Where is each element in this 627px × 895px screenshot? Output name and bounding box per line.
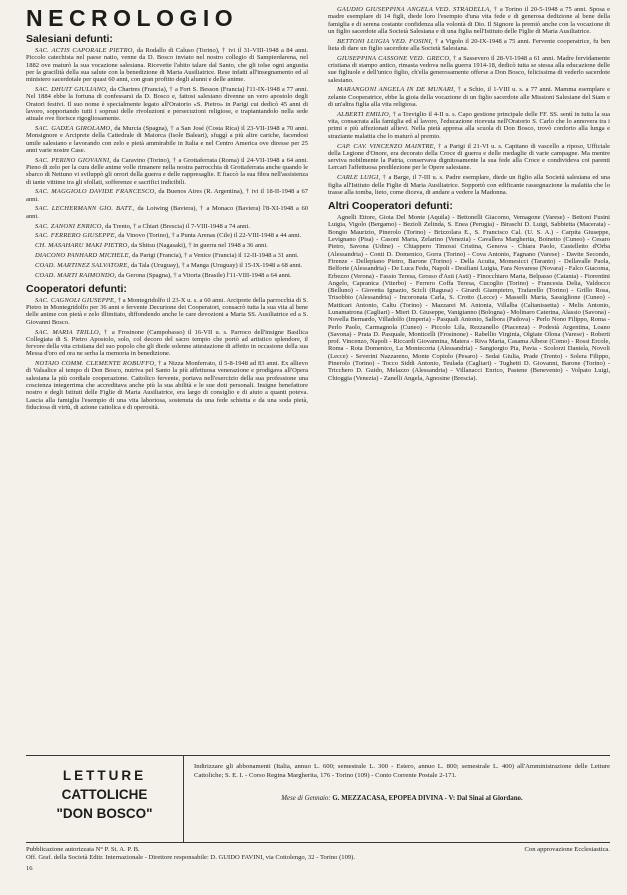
obituary-text: da Shitsu (Nagasaki), † in guerra nel 1948 a 36 anni. — [130, 242, 268, 250]
section-heading-cooperatori: Cooperatori defunti: — [26, 282, 127, 295]
cooperatori-list — [26, 297, 308, 411]
deceased-name: ALBERTI EMILIO, — [337, 110, 391, 118]
obituary-entry — [328, 6, 610, 35]
deceased-name: BETTONI LUIGIA VED. FOSINI, — [337, 37, 433, 45]
deceased-name: SAC. FERRERO GIUSEPPE, — [35, 232, 117, 240]
obituary-entry — [328, 174, 610, 196]
brand-line-2: CATTOLICHE — [61, 787, 148, 802]
deceased-name: SAC. PERINO GIOVANNI, — [35, 156, 112, 164]
month-title: G. MEZZACASA, EPOPEA DIVINA - V: Dal Sinai al Giordano. — [332, 795, 523, 802]
deceased-name: SAC. GADEA GIROLAMO, — [35, 124, 113, 132]
obituary-text: † a Frosinone (Campobasso) il 16-VII u. s. Parroco dell'insigne Basilica Collegiata di S. Pietro Apostolo, solo, col decoro del sacro tempio che portò ad artistico splendore, il fervore della vita cristiana del suo popolo che gli diede solenne attestazione di affetto in occasione della sua Messa d'oro ed ora ne serba la memoria in benedizione. — [26, 328, 308, 358]
columns — [26, 6, 610, 753]
deceased-name: CAP. CAV. VINCENZO MAINTRE, — [337, 142, 436, 150]
page-number: 16 — [26, 864, 33, 872]
brand-line-1: LETTURE — [62, 768, 147, 783]
obituary-text: † a Torino il 20-5-1948 a 75 anni. Sposa e madre esemplare di 14 figli, diede loro l'esempio d'una vita fede e di generosa dedizione al bene della famiglia e di serena costante confidenza alla volontà di Dio. Il Signore la premiò anche con la vocazione di un figlio sacerdote alla Società Salesiana e di una figlia nell'Istituto delle Figlie di Maria Ausiliatrice. — [328, 6, 610, 35]
deceased-name: SAC. MAGGIOLO DAVIDE FRANCESCO, — [35, 188, 157, 196]
obituary-text: † a Vigolo il 20-IX-1948 a 75 anni. Fervente cooperatrice, fu ben lieta di dare un figlio sacerdote alla Società Salesiana. — [328, 37, 610, 52]
obituary-text: da Murcia (Spagna), † a San José (Costa Rica) il 23-VII-1948 a 70 anni. Monsignore e Arciprete della Cattedrale di Maiorca (Isole Baleari), sfuggì a più altre cariche, facendosi umile salesiano e lavorando con zelo e pietà ammirabile in Italia e nel Centro America ove diresse per 25 anni varie nostre Case. — [26, 124, 308, 154]
ecclesiastical-approval: Con approvazione Ecclesiastica. — [524, 846, 610, 853]
obituary-entry — [328, 111, 610, 140]
salesiani-list — [26, 47, 308, 279]
obituary-entry — [26, 205, 308, 220]
obituary-text: † a Nizza Monferrato, il 5-8-1948 ad 83 anni. Ex allievo di Valsalice al tempo di Don Bosco, nutriva pel Santo la più affettuosa venerazione e prodigava all'Opera salesiana la più cordiale cooperazione. Cattolico fervente, portava nell'esercizio della sua professione una coscienza integerrima che accreditava anche più la sua abilità e le sue doti personali. Insigne benefattore nostro e degli Istituti delle Figlie di Maria Ausiliatrice, era largo di consiglio e di aiuto a quanti poteva. Lascia alla famiglia l'esempio di una vita laboriosa, sostenuta da una fede schietta e da una soda pietà, fiduciosa di virtù, di azione cattolica e di operosità. — [26, 360, 308, 411]
obituary-entry — [26, 360, 308, 411]
obituary-entry — [328, 86, 610, 108]
obituary-entry — [26, 188, 308, 203]
obituary-text: da Parigi (Francia), † a Venice (Francia) il 12-II-1948 a 31 anni. — [132, 251, 299, 259]
obituary-text: † a Schio, il 1-VIII u. s. a 77 anni. Mamma esemplare e zelante Cooperatrice, ebbe la gioia della vocazione di un figlio sacerdote alle Missioni Salesiane del Siam e di un'altra figlia alla vita religiosa. — [328, 86, 610, 109]
deceased-name: SAC. ZANONI ENRICO, — [35, 222, 104, 230]
deceased-name: COAD. MARTI RAIMONDO, — [35, 271, 117, 279]
obituary-text: da Gerona (Spagna), † a Vitoria (Brasile) l'11-VIII-1948 a 64 anni. — [118, 271, 292, 279]
obituary-entry — [328, 38, 610, 53]
deceased-name: COAD. MARTINEZ SALVATORE, — [35, 261, 130, 269]
deceased-name: SAC. ACTIS CAPORALE PIETRO, — [35, 47, 135, 54]
obituary-entry — [26, 86, 308, 122]
deceased-name: CARLE LUIGI, — [337, 174, 381, 182]
obituary-entry — [26, 157, 308, 186]
brand-line-3: "DON BOSCO" — [56, 806, 153, 821]
obituary-entry — [26, 329, 308, 358]
footer — [26, 846, 610, 873]
obituary-text: da Buenos Aires (R. Argentina), † ivi il 18-II-1948 a 67 anni. — [26, 188, 308, 203]
obituary-text: † a Parigi il 21-VI u. s. Capitano di vascello a riposo, Ufficiale della Legione d'Onore, era decorato della Croce di guerra e delle medaglie di varie campagne. Ma mentre serviva nobilmente la Patria, conservava dignitosamente la sua fede alla Croce e condivideva coi parenti Lercari l'affettuosa predilezione per le Opere salesiane. — [328, 142, 610, 172]
deceased-name: CH. MASAHARU MAKI PIETRO, — [35, 242, 130, 250]
deceased-name: GIUSEPPINA CASSONE VED. GRECO, — [337, 54, 452, 62]
deceased-name: MARANGONI ANGELA IN DE MUNARI, — [337, 86, 456, 94]
obituary-text: da Chartres (Francia), † a Fort S. Besson (Francia) l'11-IX-1948 a 77 anni. Nel 1884 ebbe la fortuna di confessarsi da D. Bosco e, fattosi salesiano divenne un vero apostolo degli Oratori festivi. Il suo nome è specialmente legato all'Oratorio «S. Pietro» in Parigi cui dedicò 45 anni di lavoro, sopportando tutti i soprusi delle rivoluzioni e persecuzioni religiose, e trapiantandolo nella sede attuale ove fiorisce rigogliosamente. — [26, 85, 308, 123]
obituary-text: da Rodallo di Caluso (Torino), † ivi il 31-VIII-1948 a 84 anni. Piccolo catechista nel paese natio, venne da D. Bosco inviato nel nostro collegio di Sampierdarena, nel 1882 ove maturò la sua vocazione salesiana. Ricevette l'abito talare dal Santo, che gli tolse ogni angustia per la gracilità della sua salute con la benedizione di Maria Ausiliatrice. Rese infatti all'insegnamento ed al ministero sacerdotale per quasi 60 anni, con gran profitto degli alunni e delle anime. — [26, 47, 308, 84]
obituary-entry — [26, 232, 308, 239]
advert-text — [194, 762, 610, 803]
obituary-text: † a Montegridolfo il 23-X u. s. a 60 anni. Arciprete della parrocchia di S. Pietro in Montegridolfo per 36 anni e fervente Decurione dei Cooperatori, consacrò tutta la sua vita al bene delle anime con pietà e zelo illimitato, diffondendo anche le care devozioni a Maria SS. Ausiliatrice ed a S. Giovanni Bosco. — [26, 296, 308, 326]
obituary-entry — [26, 297, 308, 326]
obituary-text: † a Barge, il 7-III u. s. Padre esemplare, diede un figlio alla Società salesiana ed una figlia all'Istituto delle Figlie di Maria Ausiliatrice. Sopportò con edificante rassegnazione la malattia che lo trasse alla tomba, lieto, come diceva, di andare a vedere la Madonna. — [328, 174, 610, 196]
obituary-entry — [26, 262, 308, 269]
obituary-text: † a Treviglio il 4-II u. s. Capo gestione principale delle FF. SS. sentì in tutta la sua vita, consacrata alla famiglia ed al lavoro, l'educazione ricevuta nell'Oratorio S. Carlo che lo annovera tra i primi e più affezionati allievi. Nella pietà appresa alla scuola di Don Bosco, trovò conforto alla lunga e straziante malattia che lo maturò al premio. — [328, 110, 610, 140]
obituary-text: da Trento, † a Chiari (Brescia) il 7-VIII-1948 a 74 anni. — [105, 222, 250, 230]
publication-authorization: Pubblicazione autorizzata N° P. St. A. P. B. — [26, 846, 140, 853]
month-issue — [194, 794, 610, 803]
right-column — [328, 6, 610, 753]
cooperatori-list-continued — [328, 6, 610, 196]
altri-cooperatori-list: Agnelli Ettore, Gioia Del Monte (Aquila) - Bettonelli Giacomo, Vemagone (Varese) - Bettoni Fusini Luigia, Vigolo (Bergamo) - Bezioli Zelinda, S. Enea (Perugia) - Biraschi D. Luigi, Sabbietta (Macerata) - Bongio Maurizio, Pinerolo (Torino) - Brizzolara E., S. Francisco Cal. (U. S. A.) - Carpita Giuseppe, Levignano (Pisa) - Casoni Maria, Zelarino (Venezia) - Cavallera Margherita, Boinetto (Cuneo) - Cesaro Pietro, Savona (Udine) - Chiappero Timossi Cristina, Genova - Chiara Paolo, Castelletto d'Orba (Alessandria) - Conti D. Domenico, Gorra (Torino) - Cova Antonio, Fagnano (Varese) - Davite Secondo, Firenze - Dellepiano Pietro, Barone (Torino) - Della Acuita, Momesicci (Taranto) - Dellavalle Paola, Belforte (Alessandria) - De Luca Fedu, Napoli - Desiliani Luigia, Fara Novarese (Novara) - Falco Giacoma, Erbezzo (Verona) - Fassio Teresa, Grosso d'Asti (Asti) - Finocchiaro Maria, Belpasso (Catania) - Fiorentini Angelo, Capranica (Viterbo) - Ferrero Coffa Teresa, Cucoglio (Torino) - Francesia Delia, Valdocco (Belluno) - Giovetta Ignazio, Scicli (Ragusa) - Girardi Giampietro, Trafarello (Torino) - Grillo Rosa, Trisobbio (Alessandria) - Incoronata Carla, S. Crotto (Lecce) - Masselli Maria, Sassiglione (Cuneo) - Matticari Antonio, Caltu (Torino) - Mazzarei M. Antonia, Villalba (Caltanissetta) - Melis Antonio, Lunamatrona (Cagliari) - Mieri D. Giuseppe, Vanigianno (Bologna) - Molinaro Caterina, Alassio (Savona) - Novella Bernardo, Villadolfo (Imperia) - Pasquali Antonio, Salbora (Padova) - Perlo Nono Filippo, Roma - Perlo Paolo, Carmagnola (Cuneo) - Piccolo Lila, Rezzanello (Piacenza) - Podestà Argentina, Loano (Savona) - Prata D. Pasquale, Monticelli (Frosinone) - Rabellio Virginia, Olgiate Olona (Varese) - Roberti prof. Vincenzo, Napoli - Riccardi Giovannina, Matera - Riva Maria, Casama Albese (Como) - Rossi Ercole, Roma - Rota Domenico, La Montecorta (Alessandria) - Sangiorgio Pia, Pavia - Scolorzi Daniela, Novoli (Lecce) - Severini Nazzareno, Monte Copiolo (Pesaro) - Sedai Giulia, Prade (Trento) - Solera Filippo, Pinerolo (Torino) - Tocco Siddi Antonio, Teulada (Cagliari) - Tughetti D. Giovanni, Barone (Torino) - Tricchero D. Guido, Melazzo (Alessandria) - Villanacci Enrico, Pastene (Benevento) - Volpato Luigi, Chioggia (Venezia) - Zanelli Angela, Agnosine (Brescia). — [328, 214, 610, 382]
subscription-info: Indirizzare gli abbonamenti (Italia, annuo L. 600; semestrale L. 300 - Estero, annuo L. 800; semestrale L. 400) all'Amministrazione delle Letture Cattoliche; S. E. I. - Corso Regina Margherita, 176 - Torino (109) - Conto Corrente Postale 2-171. — [194, 763, 610, 779]
obituary-entry — [26, 223, 308, 230]
obituary-entry — [26, 252, 308, 259]
section-heading-salesiani: Salesiani defunti: — [26, 33, 113, 45]
obituary-entry — [26, 272, 308, 279]
obituary-entry — [26, 47, 308, 83]
obituary-entry — [26, 242, 308, 249]
obituary-text: da Tala (Uruguay), † a Manga (Uruguay) il 15-IX-1948 a 68 anni. — [130, 261, 303, 269]
obituary-text: da Caravino (Torino), † a Grottaferrata (Roma) il 24-VII-1948 a 64 anni. Pieno di zelo per la cura delle anime volle rimanere nella nostra parrocchia di Grottaferrata anche quando le sbarco di Nettuno vi sviluppò gli orrori della guerra e delle rappresaglie. E fiaccò la sua fibra nell'assistenza di tante vittime tra gli sfollati, sofferenze e sacrifici indicibili. — [26, 156, 308, 186]
deceased-name: GAUDIO GIUSEPPINA ANGELA VED. STRADELLA, — [337, 6, 492, 13]
page-title: NECROLOGIO — [26, 6, 239, 31]
deceased-name: SAC. DHUIT GIULIANO, — [35, 85, 108, 93]
deceased-name: NOTAIO COMM. CLEMENTE ROBUFFO, — [35, 360, 157, 368]
obituary-text: da Vinovo (Torino), † a Punta Arenas (Cile) il 22-VIII-1948 a 44 anni. — [118, 232, 302, 240]
obituary-entry — [328, 143, 610, 172]
section-heading-altri: Altri Cooperatori defunti: — [328, 200, 453, 213]
obituary-text: da Loiwing (Baviera), † a Monaco (Baviera) l'8-XI-1948 a 60 anni. — [26, 205, 308, 220]
letture-cattoliche-logo — [26, 756, 184, 842]
deceased-name: SAC. CAGNOLI GIUSEPPE, — [35, 296, 117, 304]
deceased-name: SAC. LECHERMANN GIO. BATT., — [35, 205, 135, 213]
left-column — [26, 6, 308, 753]
obituary-text: † a Sassevero il 28-VI-1948 a 61 anni. Madre fervidamente cristiana di stampo antico, rimasta vedova nella guerra 1914-18, dedicò tutta se stessa alla educazione delle sue figliuole e dell'unico figlio, ch'ella generosamente offerse a Don Bosco, felicissima di vederlo sacerdote salesiano. — [328, 54, 610, 84]
printer-info: Off. Graf. della Società Editr. Internazionale - Direttore responsabile: D. GUIDO FAVINI, via Cottolengo, 32 - Torino (109). — [26, 854, 356, 862]
obituary-entry — [26, 125, 308, 154]
advert-box — [26, 755, 610, 843]
deceased-name: SAC. MARIA TRILLO, — [35, 328, 101, 336]
month-label: Mese di Gennaio: — [281, 795, 331, 802]
obituary-entry — [328, 55, 610, 84]
deceased-name: DIACONO PANHARD MICHELE, — [35, 251, 131, 259]
